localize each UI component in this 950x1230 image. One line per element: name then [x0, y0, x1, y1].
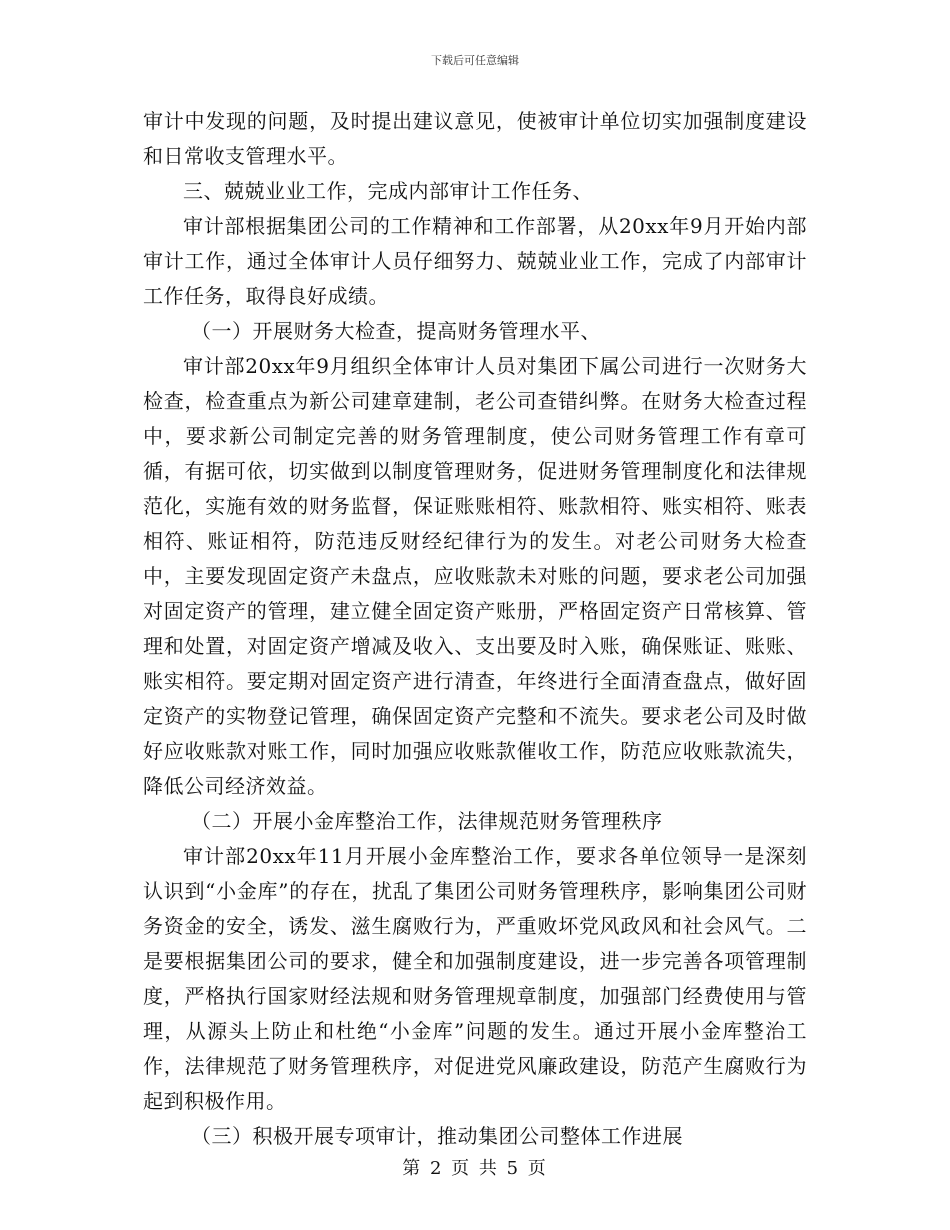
- subsection-heading: （二）开展小金库整治工作，法律规范财务管理秩序: [191, 809, 663, 833]
- paragraph-continuation: 审计中发现的问题，及时提出建议意见，使被审计单位切实加强制度建设和日常收支管理水平。: [143, 109, 807, 168]
- subsection-heading: （三）积极开展专项审计，推动集团公司整体工作进展: [191, 1124, 683, 1148]
- page-header: 下载后可任意编辑: [431, 54, 519, 67]
- paragraph: 审计部20xx年9月组织全体审计人员对集团下属公司进行一次财务大检查，检查重点为新公司建章建制，老公司查错纠弊。在财务大检查过程中，要求新公司制定完善的财务管理制度，使公司财务管理工作有章可循，有据可依，切实做到以制度管理财务，促进财务管理制度化和法律规范化，实施有效的财务监督，保证账账相符、账款相符、账实相符、账表相符、账证相符，防范违反财经纪律行为的发生。对老公司财务大检查中，主要发现固定资产未盘点，应收账款未对账的问题，要求老公司加强对固定资产的管理，建立健全固定资产账册，严格固定资产日常核算、管理和处置，对固定资产增减及收入、支出要及时入账，确保账证、账账、账实相符。要定期对固定资产进行清查，年终进行全面清查盘点，做好固定资产的实物登记管理，确保固定资产完整和不流失。要求老公司及时做好应收账款对账工作，同时加强应收账款催收工作，防范应收账款流失，降低公司经济效益。: [143, 354, 807, 798]
- document-body: [143, 104, 807, 1154]
- paragraph: 审计部20xx年11月开展小金库整治工作，要求各单位领导一是深刻认识到“小金库”的存在，扰乱了集团公司财务管理秩序，影响集团公司财务资金的安全，诱发、滋生腐败行为，严重败坏党风政风和社会风气。二是要根据集团公司的要求，健全和加强制度建设，进一步完善各项管理制度，严格执行国家财经法规和财务管理规章制度，加强部门经费使用与管理，从源头上防止和杜绝“小金库”问题的发生。通过开展小金库整治工作，法律规范了财务管理秩序，对促进党风廉政建设，防范产生腐败行为起到积极作用。: [143, 844, 807, 1113]
- paragraph: 审计部根据集团公司的工作精神和工作部署，从20xx年9月开始内部审计工作，通过全体审计人员仔细努力、兢兢业业工作，完成了内部审计工作任务，取得良好成绩。: [143, 214, 807, 308]
- subsection-heading: （一）开展财务大检查，提高财务管理水平、: [191, 319, 601, 343]
- section-heading: 三、兢兢业业工作，完成内部审计工作任务、: [183, 179, 593, 203]
- page-footer: 第 2 页 共 5 页: [402, 1158, 548, 1179]
